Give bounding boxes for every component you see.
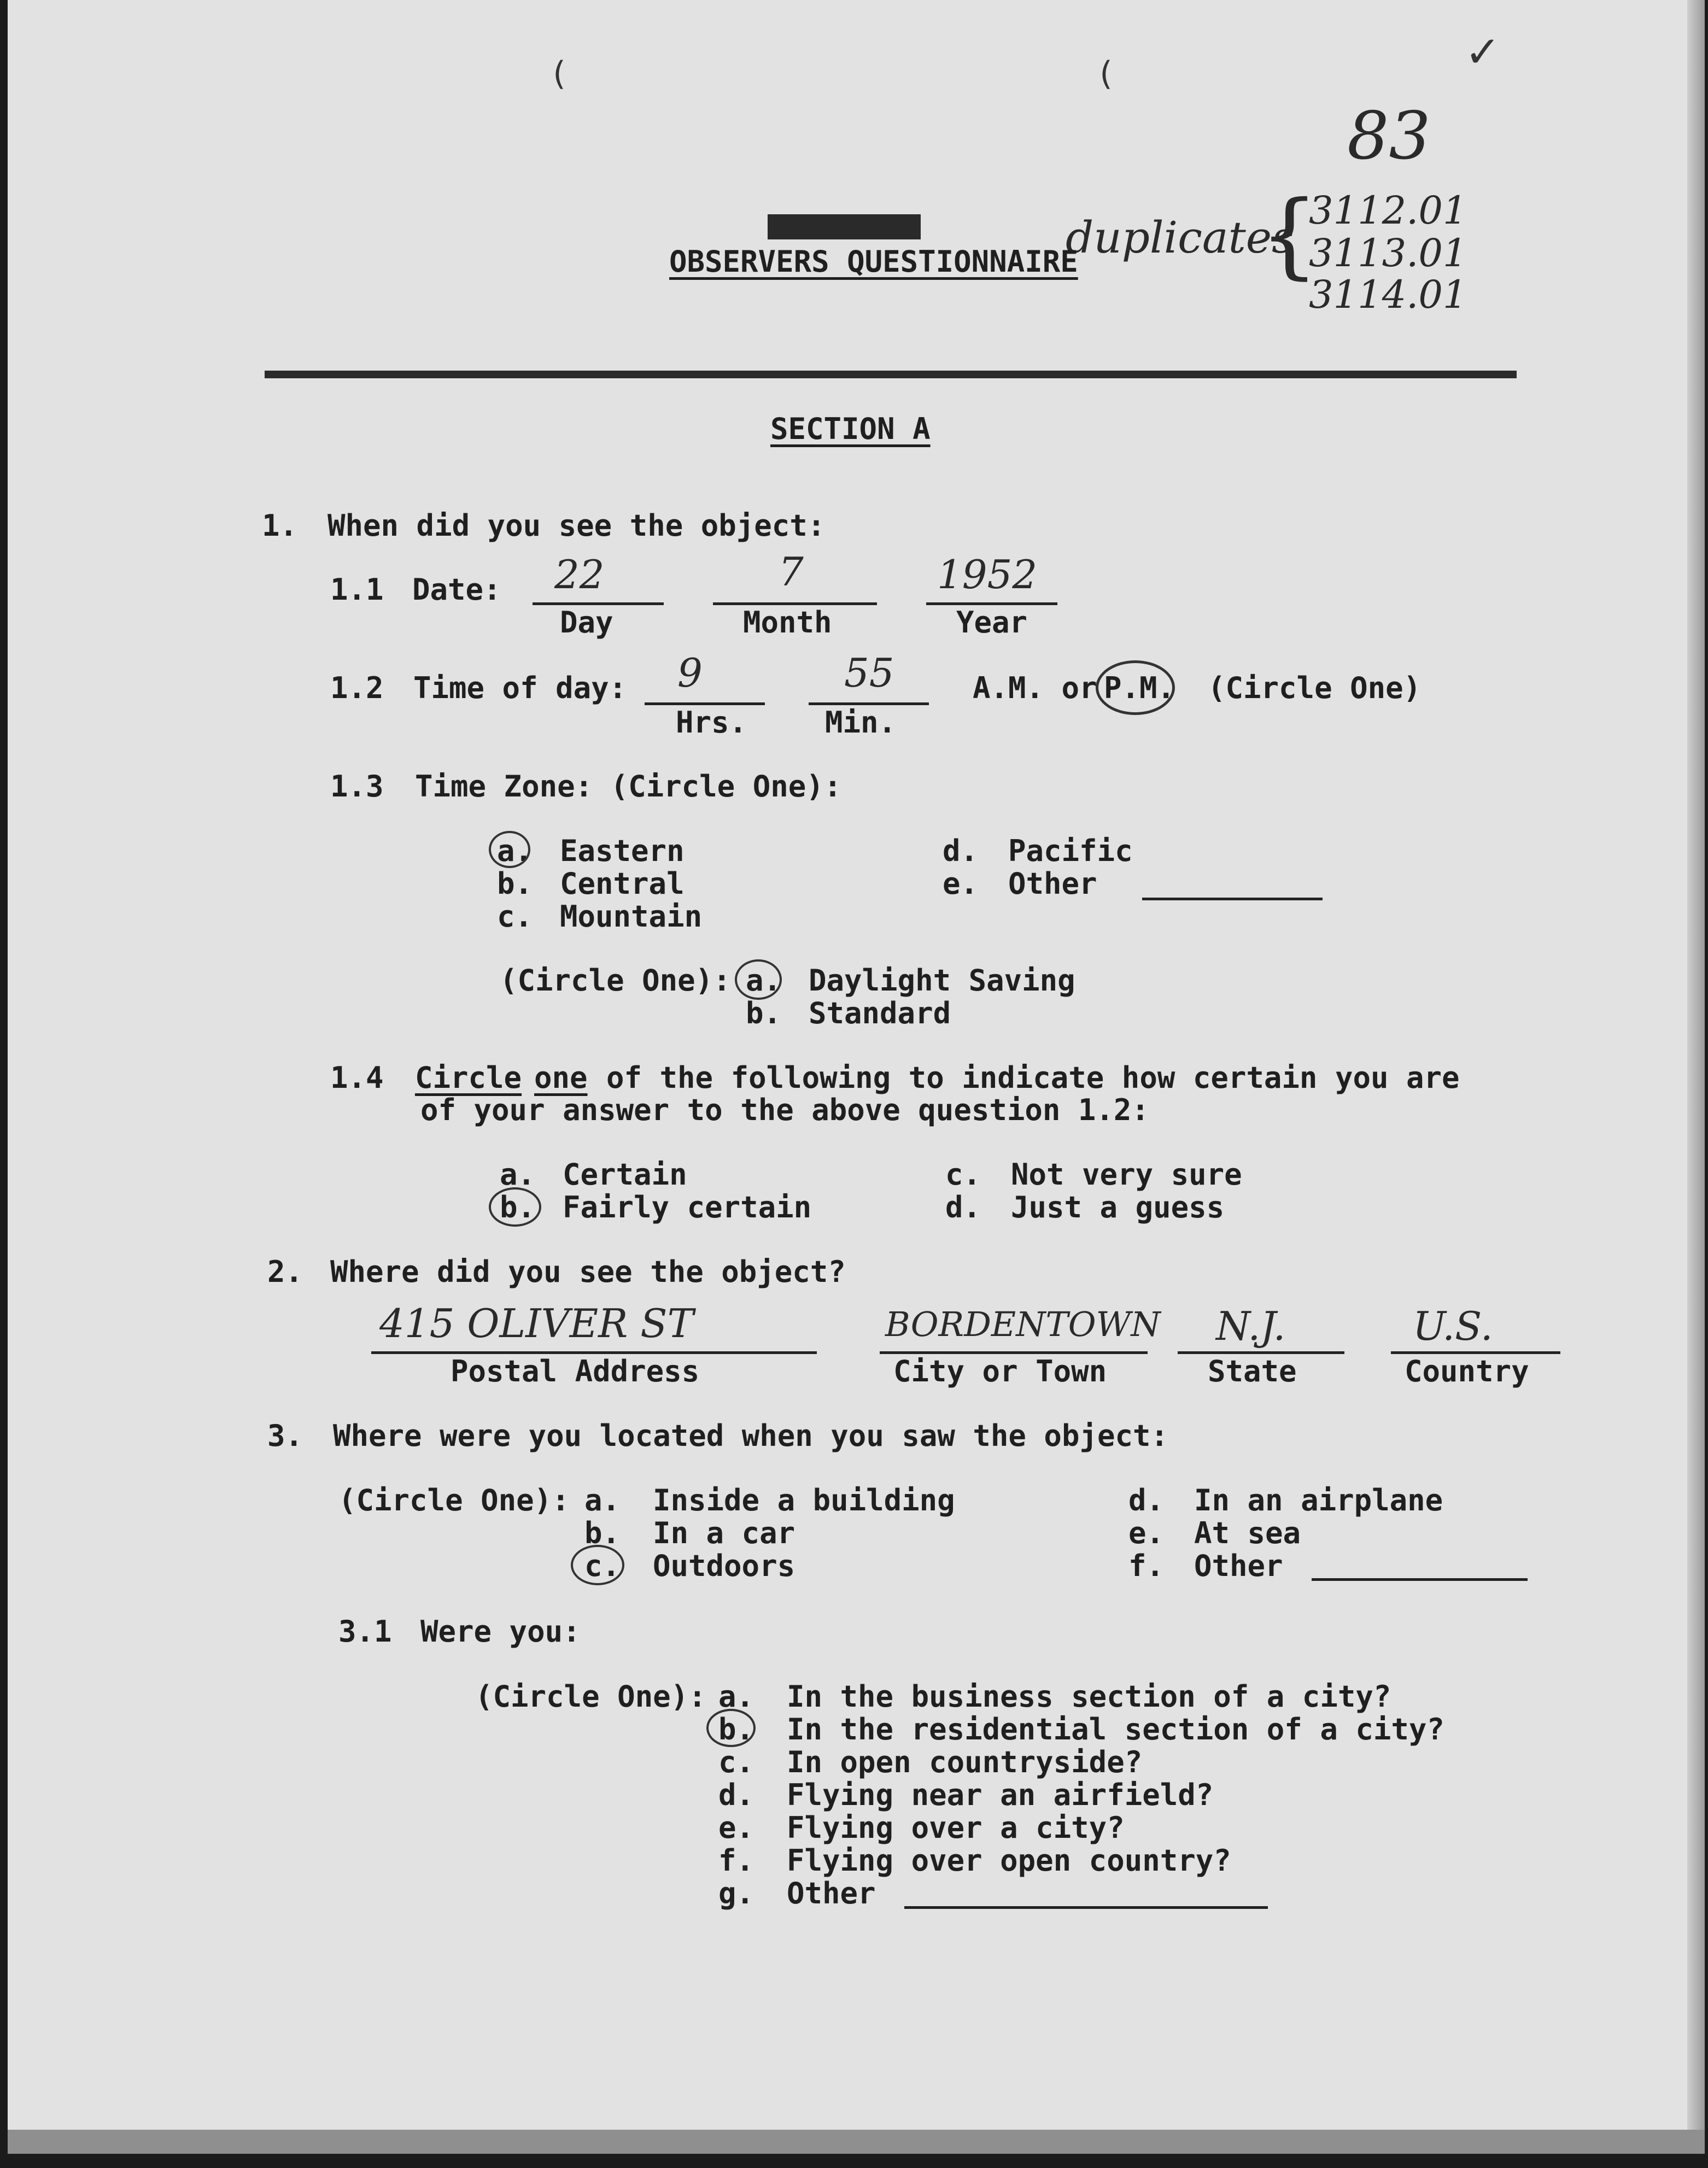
tz-b-key: b.	[497, 866, 533, 901]
time-of-day-label: Time of day:	[413, 671, 627, 705]
loc-c-circle-mark	[571, 1545, 624, 1585]
scan-mark: (	[549, 55, 569, 93]
area-e-text: Flying over a city?	[787, 1810, 1125, 1845]
q1-4-line2: of your answer to the above question 1.2:	[420, 1093, 1149, 1127]
page-title: OBSERVERS QUESTIONNAIRE	[669, 244, 1078, 279]
loc-d-key: d.	[1128, 1483, 1165, 1517]
q3-number: 3.	[267, 1419, 303, 1453]
q1-3-number: 1.3	[330, 769, 384, 804]
loc-d-text: In an airplane	[1194, 1483, 1443, 1517]
time-min-value: 55	[844, 650, 894, 696]
tz-d-key: d.	[943, 834, 979, 868]
city-label: City or Town	[893, 1354, 1107, 1388]
q1-text: When did you see the object:	[327, 508, 826, 543]
q2-text: Where did you see the object?	[330, 1255, 846, 1289]
loc-c-text: Outdoors	[653, 1549, 795, 1583]
area-b-circle-mark	[706, 1709, 756, 1747]
month-label: Month	[743, 605, 832, 640]
tz-e-text: Other	[1008, 866, 1097, 901]
dst-a-circle-mark	[735, 959, 782, 1000]
year-label: Year	[956, 605, 1028, 640]
dst-circle-label: (Circle One):	[500, 963, 731, 998]
area-c-text: In open countryside?	[787, 1745, 1143, 1779]
state-label: State	[1208, 1354, 1297, 1388]
dup-number-3: 3114.01	[1309, 272, 1467, 317]
dst-b-key: b.	[746, 996, 782, 1030]
q3-1-circle-label: (Circle One):	[475, 1679, 706, 1714]
tz-c-text: Mountain	[560, 899, 703, 934]
q1-1-number: 1.1	[330, 572, 384, 607]
min-label: Min.	[825, 705, 897, 740]
loc-c-key: c.	[584, 1549, 621, 1583]
cert-a-key: a.	[500, 1157, 536, 1192]
tz-d-text: Pacific	[1008, 834, 1133, 868]
day-label: Day	[560, 605, 613, 640]
area-e-key: e.	[718, 1810, 754, 1845]
date-month-value: 7	[779, 549, 804, 595]
q1-4-number: 1.4	[330, 1060, 384, 1095]
handwritten-doc-number: 83	[1347, 98, 1431, 174]
hrs-label: Hrs.	[676, 705, 747, 740]
document-page	[8, 0, 1705, 2154]
area-f-text: Flying over open country?	[787, 1843, 1231, 1878]
cert-d-text: Just a guess	[1011, 1190, 1225, 1224]
q1-2-number: 1.2	[330, 671, 384, 705]
area-d-text: Flying near an airfield?	[787, 1778, 1214, 1812]
q3-text: Where were you located when you saw the object:	[333, 1419, 1169, 1453]
postal-address-value: 415 OLIVER ST	[379, 1300, 694, 1346]
q1-4-one-word: one	[534, 1060, 588, 1095]
pm-label: P.M.	[1104, 671, 1175, 705]
brace: {	[1260, 181, 1319, 289]
area-c-key: c.	[718, 1745, 754, 1779]
tz-a-text: Eastern	[560, 834, 685, 868]
tz-b-text: Central	[560, 866, 685, 901]
redaction-bar	[768, 214, 921, 239]
tz-c-key: c.	[497, 899, 533, 934]
loc-other-line	[1312, 1578, 1528, 1581]
tz-other-line	[1142, 898, 1323, 900]
loc-f-text: Other	[1194, 1549, 1283, 1583]
date-label: Date:	[412, 572, 501, 607]
page-edge-shadow	[1687, 0, 1705, 2154]
area-g-text: Other	[787, 1876, 876, 1911]
area-g-key: g.	[718, 1876, 754, 1911]
page-bottom-edge	[8, 2130, 1705, 2154]
circle-one-note: (Circle One)	[1208, 671, 1422, 705]
dst-a-key: a.	[746, 963, 782, 998]
dup-number-1: 3112.01	[1309, 188, 1467, 233]
cert-a-text: Certain	[563, 1157, 687, 1192]
city-value: BORDENTOWN	[885, 1304, 1161, 1344]
tz-a-key: a.	[497, 834, 533, 868]
country-label: Country	[1405, 1354, 1529, 1388]
area-other-line	[904, 1906, 1268, 1909]
dst-a-text: Daylight Saving	[809, 963, 1075, 998]
q1-number: 1.	[262, 508, 298, 543]
q1-4-circle-word: Circle	[415, 1060, 522, 1095]
time-zone-label: Time Zone: (Circle One):	[415, 769, 842, 804]
area-b-key: b.	[718, 1712, 754, 1747]
area-f-key: f.	[718, 1843, 754, 1878]
check-mark: ✓	[1467, 22, 1498, 79]
section-heading: SECTION A	[770, 412, 931, 446]
time-hrs-value: 9	[677, 650, 703, 696]
dup-number-2: 3113.01	[1309, 231, 1467, 276]
handwritten-duplicates: duplicates	[1066, 212, 1295, 263]
postal-address-label: Postal Address	[451, 1354, 700, 1388]
loc-b-text: In a car	[653, 1516, 795, 1550]
state-value: N.J.	[1216, 1303, 1286, 1349]
tz-a-circle-mark	[489, 831, 530, 868]
loc-f-key: f.	[1128, 1549, 1165, 1583]
loc-e-key: e.	[1128, 1516, 1165, 1550]
cert-c-text: Not very sure	[1011, 1157, 1242, 1192]
cert-d-key: d.	[945, 1190, 981, 1224]
loc-a-key: a.	[584, 1483, 621, 1517]
am-or-label: A.M. or	[973, 671, 1097, 705]
area-b-text: In the residential section of a city?	[787, 1712, 1444, 1747]
cert-b-text: Fairly certain	[563, 1190, 812, 1224]
q2-number: 2.	[267, 1255, 303, 1289]
q3-circle-label: (Circle One):	[338, 1483, 570, 1517]
dst-b-text: Standard	[809, 996, 951, 1030]
loc-a-text: Inside a building	[653, 1483, 955, 1517]
scan-mark: (	[1096, 55, 1116, 93]
area-d-key: d.	[718, 1778, 754, 1812]
area-a-text: In the business section of a city?	[787, 1679, 1391, 1714]
q3-1-text: Were you:	[420, 1614, 581, 1649]
date-day-value: 22	[554, 552, 605, 597]
pm-circle-mark	[1096, 660, 1175, 715]
tz-e-key: e.	[943, 866, 979, 901]
loc-b-key: b.	[584, 1516, 621, 1550]
q1-4-line1-rest: of the following to indicate how certain you are	[606, 1060, 1460, 1095]
q3-1-number: 3.1	[338, 1614, 392, 1649]
cert-b-key: b.	[500, 1190, 536, 1224]
country-value: U.S.	[1413, 1303, 1493, 1349]
area-a-key: a.	[718, 1679, 754, 1714]
date-year-value: 1952	[937, 552, 1038, 597]
loc-e-text: At sea	[1194, 1516, 1301, 1550]
cert-c-key: c.	[945, 1157, 981, 1192]
title-divider	[265, 371, 1517, 378]
cert-b-circle-mark	[489, 1187, 541, 1227]
